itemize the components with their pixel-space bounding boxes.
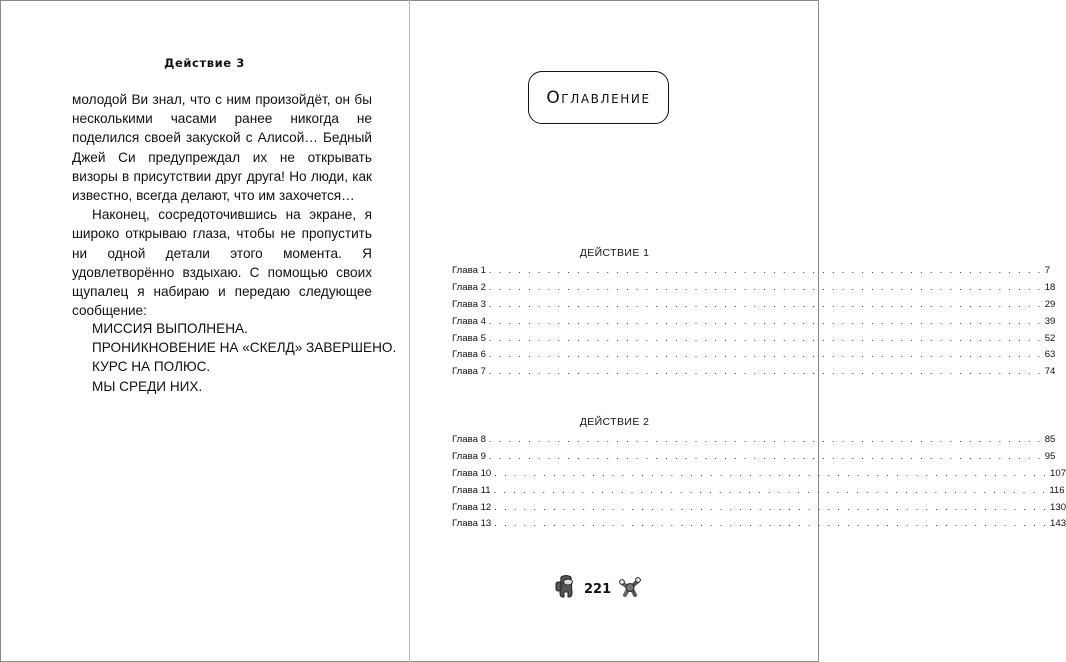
toc-entry-label: Глава 5: [452, 332, 486, 344]
paragraph: Наконец, сосредоточившись на экране, я широко открываю глаза, чтобы не пропустить ни одной детали этого момента. Я удовлетворённо вздыхаю. С помощью своих щупалец я набираю и передаю следующее сообщение:: [72, 207, 372, 319]
toc-entry-label: Глава 3: [452, 298, 486, 310]
body-text: [72, 90, 372, 320]
toc-entry-page: 63: [1044, 349, 1056, 361]
paragraph: молодой Ви знал, что с ним произойдёт, он бы несколькими часами ранее никогда не поделился своей закуской с Алисой… Бедный Джей Си предупреждал их не открывать визоры в присутствии друг друга! Но люди, как известно, всегда делают, что им захочется…: [72, 92, 372, 204]
toc-entry[interactable]: [452, 501, 1066, 519]
toc-entry-page: 116: [1049, 484, 1065, 496]
toc-entry-page: 18: [1044, 281, 1056, 293]
toc-entry-label: Глава 10: [452, 467, 492, 479]
toc-list-act-1: [452, 265, 1056, 383]
toc-title: Оглавление: [546, 87, 651, 108]
toc-entry-page: 107: [1050, 467, 1066, 479]
toc-entry-page: 85: [1044, 434, 1056, 445]
message-line: МИССИЯ ВЫПОЛНЕНА.: [92, 321, 248, 336]
toc-entry-label: Глава 8: [452, 434, 486, 445]
dot-leader: . . . . . . . . . . . . . . . . . . . . . . . . . . . . . . . . . . . . . . . . . . . . . . . . . . . . . . . . .: [488, 315, 1043, 326]
dot-leader: . . . . . . . . . . . . . . . . . . . . . . . . . . . . . . . . . . . . . . . . . . . . . . . . . . . . . . . . .: [494, 501, 1049, 512]
dot-leader: . . . . . . . . . . . . . . . . . . . . . . . . . . . . . . . . . . . . . . . . . . . . . . . . . . . . . . . . .: [488, 434, 1043, 444]
running-head: Действие 3: [164, 56, 245, 70]
dot-leader: . . . . . . . . . . . . . . . . . . . . . . . . . . . . . . . . . . . . . . . . . . . . . . . . . . . . . . . . .: [488, 281, 1043, 292]
dot-leader: . . . . . . . . . . . . . . . . . . . . . . . . . . . . . . . . . . . . . . . . . . . . . . . . . . . . . . . . .: [488, 298, 1043, 309]
dot-leader: . . . . . . . . . . . . . . . . . . . . . . . . . . . . . . . . . . . . . . . . . . . . . . . . . . . . . . . . .: [488, 366, 1043, 377]
toc-entry[interactable]: [452, 484, 1065, 502]
toc-entry-label: Глава 2: [452, 281, 486, 293]
toc-entry[interactable]: [452, 332, 1056, 350]
act-heading: ДЕЙСТВИЕ 1: [579, 247, 650, 259]
toc-entry-label: Глава 11: [452, 484, 491, 496]
toc-entry[interactable]: [452, 366, 1056, 383]
dot-leader: . . . . . . . . . . . . . . . . . . . . . . . . . . . . . . . . . . . . . . . . . . . . . . . . . . . . . . . . .: [494, 467, 1049, 478]
toc-entry-page: 52: [1044, 332, 1056, 344]
toc-entry-page: 29: [1044, 298, 1056, 310]
toc-title-box: [528, 71, 669, 124]
toc-entry-page: 143: [1050, 518, 1066, 530]
toc-entry-page: 74: [1044, 366, 1056, 378]
crewmate-icon: [555, 575, 577, 604]
dot-leader: . . . . . . . . . . . . . . . . . . . . . . . . . . . . . . . . . . . . . . . . . . . . . . . . . . . . . . . . .: [488, 349, 1043, 360]
toc-entry-page: 7: [1044, 265, 1051, 276]
message-line: МЫ СРЕДИ НИХ.: [92, 378, 203, 394]
transmitted-message: [92, 319, 397, 396]
dot-leader: . . . . . . . . . . . . . . . . . . . . . . . . . . . . . . . . . . . . . . . . . . . . . . . . . . . . . . . . .: [488, 450, 1043, 461]
toc-entry[interactable]: [452, 518, 1066, 535]
toc-entry-page: 95: [1044, 450, 1056, 462]
dot-leader: . . . . . . . . . . . . . . . . . . . . . . . . . . . . . . . . . . . . . . . . . . . . . . . . . . . . . . . . .: [488, 265, 1043, 275]
toc-entry-label: Глава 12: [452, 501, 492, 513]
page-number: 221: [584, 581, 612, 597]
toc-entry-label: Глава 9: [452, 450, 486, 462]
dot-leader: . . . . . . . . . . . . . . . . . . . . . . . . . . . . . . . . . . . . . . . . . . . . . . . . . . . . . . . . .: [494, 518, 1049, 529]
toc-entry[interactable]: [452, 450, 1056, 468]
page-gutter: [409, 0, 410, 662]
message-line: КУРС НА ПОЛЮС.: [92, 359, 211, 375]
toc-entry-label: Глава 1: [452, 265, 486, 276]
crewmate-bone-icon: [618, 575, 642, 604]
toc-entry-label: Глава 6: [452, 349, 486, 361]
toc-entry-label: Глава 4: [452, 315, 486, 327]
dot-leader: . . . . . . . . . . . . . . . . . . . . . . . . . . . . . . . . . . . . . . . . . . . . . . . . . . . . . . . . .: [488, 332, 1043, 343]
toc-entry-label: Глава 7: [452, 366, 486, 378]
toc-entry[interactable]: [452, 315, 1056, 333]
toc-entry[interactable]: [452, 281, 1056, 299]
message-line: ПРОНИКНОВЕНИЕ НА «СКЕЛД» ЗАВЕРШЕНО.: [92, 340, 397, 356]
toc-list-act-2: [452, 434, 1066, 535]
toc-entry[interactable]: [452, 298, 1056, 316]
toc-entry[interactable]: [452, 349, 1056, 366]
page-footer: [555, 575, 645, 603]
toc-entry[interactable]: [452, 434, 1056, 451]
act-heading: ДЕЙСТВИЕ 2: [579, 416, 650, 428]
toc-entry-page: 39: [1044, 315, 1056, 327]
toc-entry-label: Глава 13: [452, 518, 492, 530]
toc-entry[interactable]: [452, 265, 1051, 282]
toc-entry-page: 130: [1050, 501, 1066, 513]
dot-leader: . . . . . . . . . . . . . . . . . . . . . . . . . . . . . . . . . . . . . . . . . . . . . . . . . . . . . . . . .: [493, 484, 1048, 495]
toc-entry[interactable]: [452, 467, 1066, 485]
